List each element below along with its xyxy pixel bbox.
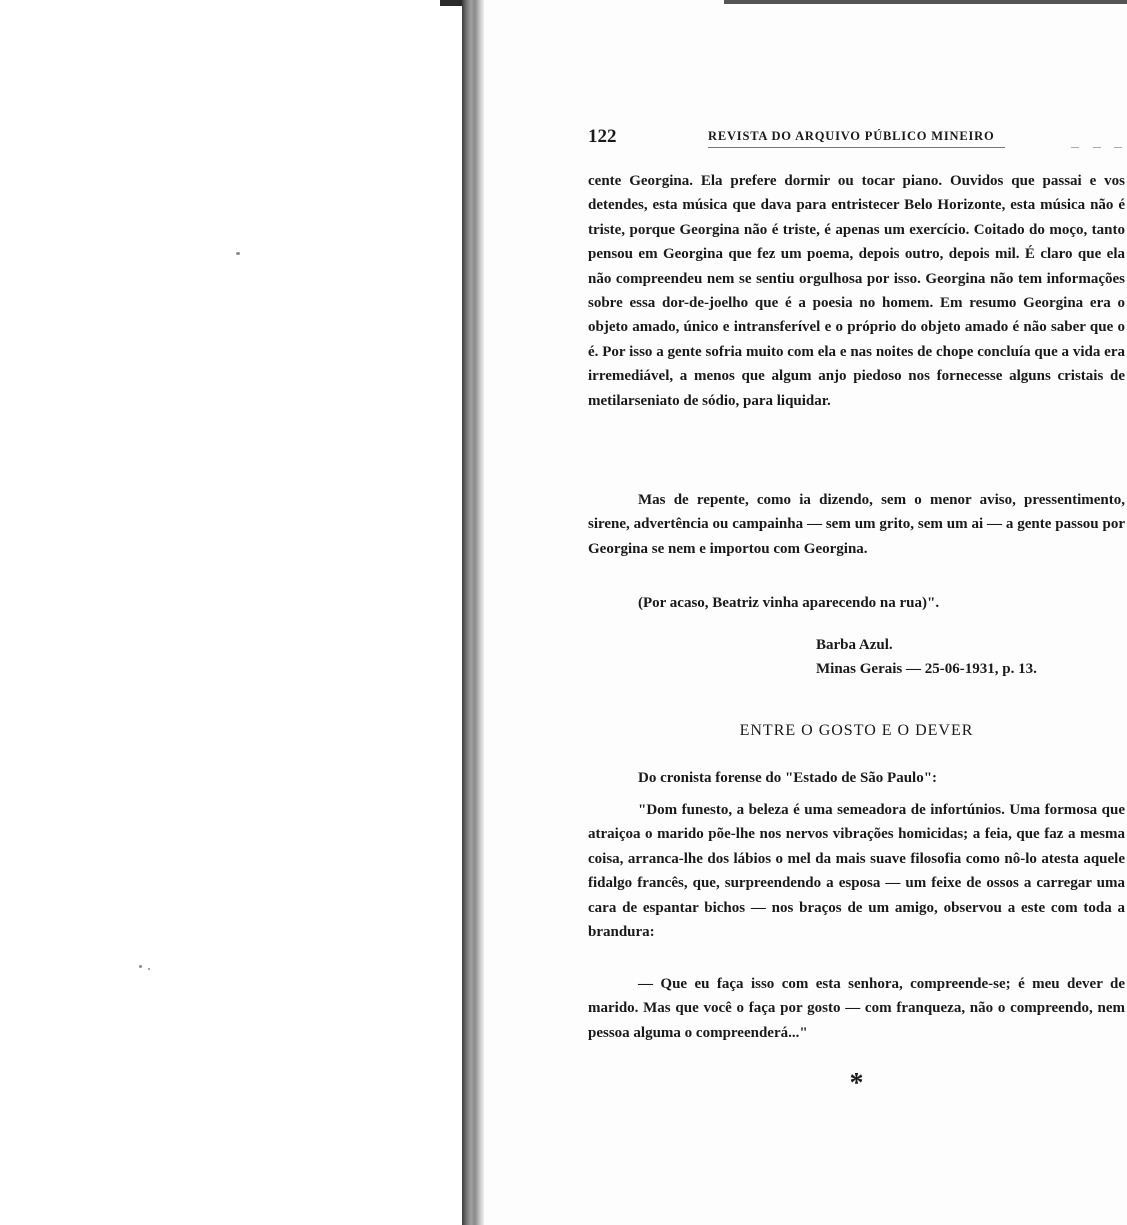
left-blank-page (0, 0, 462, 1225)
article2-intro (588, 766, 1125, 790)
right-page-top-edge (724, 0, 1127, 4)
article1-paragraph-3 (588, 591, 1125, 615)
body-paragraph: cente Georgina. Ela prefere dormir ou tocar piano. Ouvidos que passai e vos detendes, esta música que dava para entristecer Belo Horizonte, esta música não é triste, porque Georgina não é triste, é apenas um exercício. Coitado do moço, tanto pensou em Georgina que fez um poema, depois outro, depois mil. É claro que ela não compreendeu nem se sentiu orgulhosa por isso. Georgina não tem informações sobre essa dor-de-joelho que é a poesia no homem. Em resumo Georgina era o objeto amado, único e intransferível e o próprio do objeto amado é não saber que o é. Por isso a gente sofria muito com ela e nas noites de chope concluía que a vida era irremediável, a menos que algum anjo piedoso nos fornecesse alguns cristais de metilarseniato de sódio, para liquidar. (588, 173, 1125, 409)
header-rule-dash (1071, 147, 1079, 148)
page-speck (139, 965, 142, 968)
book-spine (462, 0, 484, 1225)
left-page-top-edge (440, 0, 462, 6)
header-rule-dash (1114, 147, 1122, 148)
section-title: ENTRE O GOSTO E O DEVER (739, 722, 974, 739)
journal-title: REVISTA DO ARQUIVO PÚBLICO MINEIRO (708, 129, 995, 143)
body-paragraph: — Que eu faça isso com esta senhora, compreende-se; é meu dever de marido. Mas que você o faça por gosto — com franqueza, não o compreendo, nem pessoa alguma o compreenderá..." (588, 976, 1125, 1041)
article2-paragraph-1 (588, 798, 1125, 944)
article1-paragraph-2 (588, 488, 1125, 561)
page-number: 122 (588, 126, 617, 147)
signature-author: Barba Azul. (816, 637, 893, 653)
header-rule (708, 147, 1005, 148)
page-speck (236, 252, 240, 255)
signature-source: Minas Gerais — 25-06-1931, p. 13. (816, 661, 1037, 677)
section-ornament: * (849, 1068, 864, 1099)
running-head (588, 126, 1122, 150)
article1-paragraph-1 (588, 169, 1125, 413)
body-paragraph: Do cronista forense do "Estado de São Paulo": (638, 770, 938, 786)
body-paragraph: (Por acaso, Beatriz vinha aparecendo na rua)". (638, 595, 940, 611)
page-speck (148, 968, 150, 970)
header-rule-dash (1093, 147, 1101, 148)
article2-paragraph-2 (588, 972, 1125, 1045)
body-paragraph: "Dom funesto, a beleza é uma semeadora de infortúnios. Uma formosa que atraiçoa o marido põe-lhe nos nervos vibrações homicidas; a feia, que faz a mesma coisa, arranca-lhe dos lábios o mel da mais suave filosofia como nô-lo atesta aquele fidalgo francês, que, surpreendendo a esposa — um feixe de ossos a carregar uma cara de espantar bichos — nos braços de um amigo, observou a este com toda a brandura: (588, 802, 1125, 941)
body-paragraph: Mas de repente, como ia dizendo, sem o menor aviso, pressentimento, sirene, advertência ou campainha — sem um grito, sem um ai — a gente passou por Georgina se nem e importou com Georgina. (588, 492, 1125, 557)
